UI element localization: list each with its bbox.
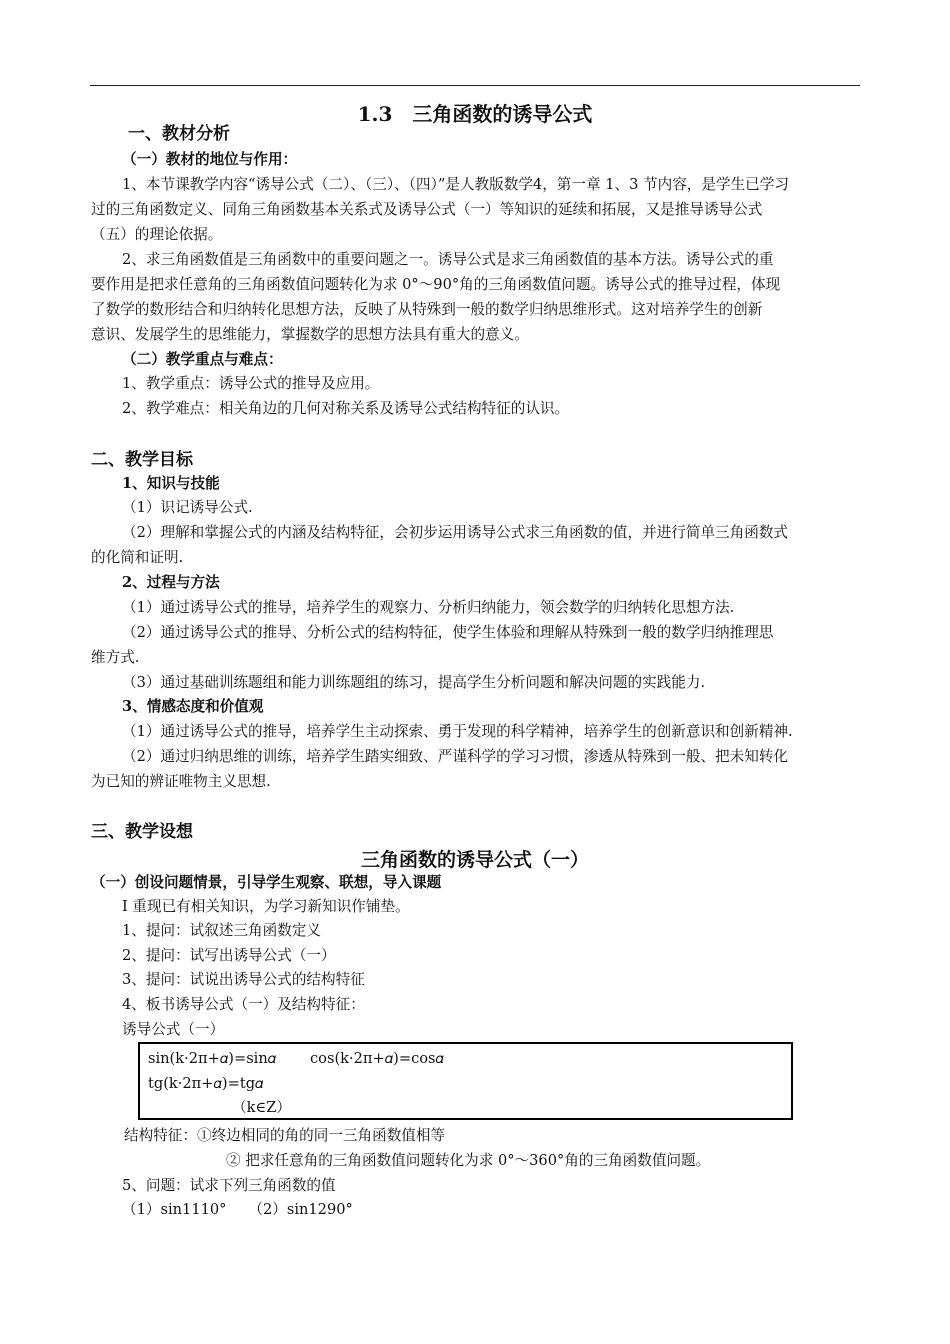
method-title: 2、过程与方法	[122, 574, 220, 591]
knowledge-item-2-line-2: 的化简和证明.	[91, 549, 184, 566]
lesson-subtitle: 三角函数的诱导公式（一）	[360, 849, 589, 871]
method-item-2-line-1: （2）通过诱导公式的推导、分析公式的结构特征，使学生体验和理解从特殊到一般的数学归纳推理思	[122, 624, 774, 641]
feature-1: 结构特征：①终边相同的角的同一三角函数值相等	[124, 1127, 446, 1144]
formula-tg: tg(k·2π+𝛼)=tg𝛼	[148, 1075, 264, 1092]
section-1-sub-1: （一）教材的地位与作用：	[122, 151, 298, 168]
step-1-heading: （一）创设问题情景，引导学生观察、联想，导入课题	[91, 874, 442, 891]
section-1-sub-2: （二）教学重点与难点：	[122, 351, 283, 368]
paragraph-2-line-1: 2、求三角函数值是三角函数中的重要问题之一。诱导公式是求三角函数值的基本方法。诱导公式的重	[122, 251, 774, 268]
header-rule	[90, 85, 860, 86]
question-1: 1、提问：试叙述三角函数定义	[122, 922, 322, 939]
paragraph-1-line-1: 1、本节课教学内容“诱导公式（二）、（三）、（四）”是人教版数学4，第一章 1、3 节内容，是学生已学习	[122, 176, 789, 193]
formula-condition: （k∈Z）	[232, 1099, 291, 1116]
key-point: 1、教学重点：诱导公式的推导及应用。	[122, 375, 380, 392]
knowledge-item-2-line-1: （2）理解和掌握公式的内涵及结构特征，会初步运用诱导公式求三角函数的值，并进行简单三角函数式	[122, 524, 789, 541]
paragraph-1-line-3: （五）的理论依据。	[91, 226, 223, 243]
review-line: Ⅰ 重现已有相关知识，为学习新知识作铺垫。	[122, 898, 410, 915]
section-2-heading: 二、教学目标	[91, 450, 193, 470]
method-item-1: （1）通过诱导公式的推导，培养学生的观察力、分析归纳能力，领会数学的归纳转化思想方法.	[122, 599, 735, 616]
formula-box	[138, 1042, 793, 1120]
attitude-title: 3、情感态度和价值观	[122, 698, 264, 715]
section-3-heading: 三、教学设想	[91, 822, 193, 842]
section-1-heading: 一、教材分析	[128, 124, 230, 144]
feature-2: ② 把求任意角的三角函数值问题转化为求 0°～360°角的三角函数值问题。	[226, 1152, 711, 1169]
attitude-item-2-line-1: （2）通过归纳思维的训练，培养学生踏实细致、严谨科学的学习习惯，渗透从特殊到一般、把未知转化	[122, 748, 789, 765]
attitude-item-1: （1）通过诱导公式的推导，培养学生主动探索、勇于发现的科学精神，培养学生的创新意识和创新精神.	[122, 723, 793, 740]
method-item-2-line-2: 维方式.	[91, 649, 140, 666]
knowledge-title: 1、知识与技能	[122, 475, 220, 492]
attitude-item-2-line-2: 为已知的辨证唯物主义思想.	[91, 773, 271, 790]
exercise-line: （1）sin1110° （2）sin1290°	[122, 1201, 353, 1218]
difficult-point: 2、教学难点：相关角边的几何对称关系及诱导公式结构特征的认识。	[122, 400, 570, 417]
paragraph-2-line-4: 意识、发展学生的思维能力，掌握数学的思想方法具有重大的意义。	[91, 326, 529, 343]
method-item-3: （3）通过基础训练题组和能力训练题组的练习，提高学生分析问题和解决问题的实践能力.	[122, 674, 706, 691]
question-3: 3、提问：试说出诱导公式的结构特征	[122, 971, 365, 988]
question-2: 2、提问：试写出诱导公式（一）	[122, 947, 336, 964]
formula-cos: cos(k·2π+𝛼)=cos𝛼	[310, 1050, 444, 1067]
formula-sin: sin(k·2π+𝛼)=sin𝛼	[148, 1050, 277, 1067]
document-title: 1.3 三角函数的诱导公式	[357, 102, 593, 126]
formula-label: 诱导公式（一）	[122, 1021, 225, 1038]
paragraph-2-line-3: 了数学的数形结合和归纳转化思想方法，反映了从特殊到一般的数学归纳思维形式。这对培养学生的创新	[91, 301, 763, 318]
question-5: 5、问题：试求下列三角函数的值	[122, 1177, 336, 1194]
paragraph-1-line-2: 过的三角函数定义、同角三角函数基本关系式及诱导公式（一）等知识的延续和拓展，又是推导诱导公式	[91, 201, 763, 218]
question-4: 4、板书诱导公式（一）及结构特征：	[122, 996, 365, 1013]
knowledge-item-1: （1）识记诱导公式.	[122, 499, 253, 516]
paragraph-2-line-2: 要作用是把求任意角的三角函数值问题转化为求 0°～90°角的三角函数值问题。诱导公式的推导过程，体现	[91, 276, 781, 293]
